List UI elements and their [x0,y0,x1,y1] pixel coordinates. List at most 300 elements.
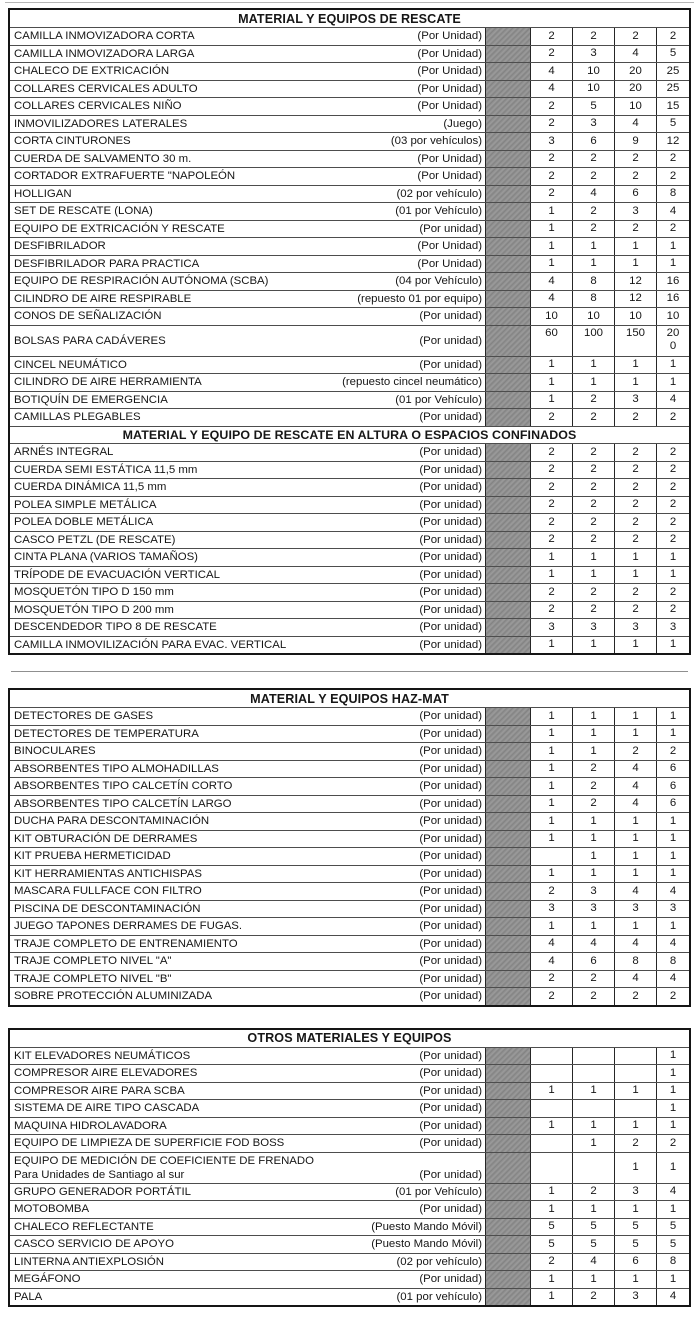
table-row [10,812,689,830]
item-name: SET DE RESCATE (LONA) [14,205,153,218]
item-name: PISCINA DE DESCONTAMINACIÓN [14,902,201,915]
table-row [10,830,689,848]
qty-cell: 1 [656,831,689,848]
item-unit: (Por unidad) [419,358,482,371]
table-material-equipos-rescate [8,8,691,655]
table-row [10,1134,689,1152]
qty-cell: 10 [656,308,689,325]
table-row [10,391,689,409]
item-unit: (02 por vehículo) [396,187,482,200]
item-unit: (Por unidad) [419,832,482,845]
item-text [14,568,482,582]
item-line [14,239,482,253]
item-line [14,1154,482,1168]
qty-cell: 1 [530,1201,572,1218]
shaded-cell [485,953,530,970]
qty-cell: 5 [530,1236,572,1253]
item-text [14,1290,482,1304]
item-name: CAMILLA INMOVIZADORA LARGA [14,47,195,60]
qty-cell: 5 [530,1219,572,1236]
table-row [10,167,689,185]
item-text [14,1185,482,1199]
shaded-cell [485,151,530,168]
shaded-cell [485,901,530,918]
qty-cell: 6 [656,778,689,795]
item-line [14,1084,482,1098]
item-name: TRAJE COMPLETO NIVEL "B" [14,972,172,985]
table-row [10,987,689,1005]
item-unit: (Por unidad) [419,310,482,323]
qty-cell: 150 [614,326,656,356]
item-cell [10,532,485,549]
item-name: POLEA DOBLE METÁLICA [14,516,154,529]
qty-cell: 3 [656,901,689,918]
shaded-cell [485,256,530,273]
table-row [10,290,689,308]
table-row [10,461,689,479]
shaded-cell [485,778,530,795]
qty-cell: 2 [530,1254,572,1271]
table-row [10,496,689,514]
item-text [14,239,482,253]
item-line [14,117,482,131]
item-unit: (Por Unidad) [417,47,482,60]
qty-cell: 2 [530,186,572,203]
section-header-row [10,426,689,444]
table-row [10,1288,689,1306]
qty-cell: 2 [656,602,689,619]
qty-cell: 1 [614,813,656,830]
item-text [14,47,482,61]
qty-cell: 2 [530,497,572,514]
qty-cell: 1 [530,357,572,374]
qty-cell: 1 [530,831,572,848]
qty-cell: 1 [572,374,614,391]
shaded-cell [485,1236,530,1253]
qty-cell: 2 [572,988,614,1005]
item-unit: (Por Unidad) [417,257,482,270]
item-line [14,779,482,793]
qty-cell: 2 [614,409,656,426]
item-line [14,515,482,529]
item-line [14,954,482,968]
item-cell [10,549,485,566]
qty-cell: 1 [656,866,689,883]
qty-cell: 4 [572,936,614,953]
item-line [14,1049,482,1063]
table-row [10,1152,689,1183]
qty-cell: 2 [614,221,656,238]
qty-cell: 1 [656,1065,689,1082]
item-name: TRAJE COMPLETO NIVEL "A" [14,955,172,968]
qty-cell: 2 [572,151,614,168]
item-unit: (Por Unidad) [417,65,482,78]
item-name: EQUIPO DE MEDICIÓN DE COEFICIENTE DE FRENADO [14,1154,314,1167]
qty-cell [530,1153,572,1183]
item-text [14,292,482,306]
qty-cell: 2 [572,203,614,220]
item-cell [10,708,485,725]
shaded-cell [485,308,530,325]
qty-cell: 2 [572,1184,614,1201]
qty-cell: 2 [530,883,572,900]
shaded-cell [485,326,530,356]
shaded-cell [485,1184,530,1201]
qty-cell: 2 [656,1135,689,1152]
qty-cell: 1 [530,549,572,566]
item-cell [10,273,485,290]
qty-cell: 1 [656,918,689,935]
qty-cell: 9 [614,133,656,150]
qty-cell: 4 [656,971,689,988]
qty-cell: 5 [656,46,689,63]
table-rows [10,1047,689,1306]
item-text [14,1154,482,1182]
item-unit: (Por unidad) [419,745,482,758]
item-line [14,727,482,741]
qty-cell: 1 [530,567,572,584]
item-unit: (04 por Vehículo) [395,275,482,288]
qty-cell: 2 [614,28,656,45]
shaded-cell [485,168,530,185]
qty-cell: 1 [656,1271,689,1288]
shaded-cell [485,619,530,636]
item-name: MOTOBOMBA [14,1203,90,1216]
qty-cell: 1 [572,256,614,273]
qty-cell: 6 [656,796,689,813]
qty-cell: 10 [614,308,656,325]
qty-cell: 4 [656,936,689,953]
item-cell [10,796,485,813]
table-gap [8,1007,691,1028]
qty-cell: 2 [530,116,572,133]
qty-cell: 8 [614,953,656,970]
qty-cell: 1 [614,637,656,654]
item-name: COMPRESOR AIRE PARA SCBA [14,1084,185,1097]
qty-cell: 1 [614,567,656,584]
item-unit: (Por unidad) [419,334,482,347]
item-unit: (repuesto 01 por equipo) [357,292,482,305]
qty-cell: 1 [530,778,572,795]
qty-cell: 200 [656,326,689,356]
item-name: KIT PRUEBA HERMETICIDAD [14,850,171,863]
qty-cell: 1 [572,743,614,760]
item-line [14,867,482,881]
shaded-cell [485,444,530,461]
qty-cell: 1 [656,357,689,374]
item-cell [10,98,485,115]
item-text [14,744,482,758]
qty-cell: 2 [614,988,656,1005]
item-name-line2: Para Unidades de Santiago al sur [14,1168,185,1181]
table-row [10,548,689,566]
table-row [10,636,689,654]
item-cell [10,409,485,426]
table-row [10,601,689,619]
qty-cell: 25 [656,63,689,80]
qty-cell: 1 [572,357,614,374]
qty-cell: 4 [530,273,572,290]
shaded-cell [485,567,530,584]
item-cell [10,1083,485,1100]
table-title: MATERIAL Y EQUIPOS DE RESCATE [238,11,461,26]
shaded-cell [485,514,530,531]
table-row [10,45,689,63]
qty-cell [614,1100,656,1117]
qty-cell: 20 [614,81,656,98]
item-unit: (Por unidad) [419,586,482,599]
table-row [10,307,689,325]
table-row [10,865,689,883]
qty-cell: 1 [614,1118,656,1135]
item-line [14,99,482,113]
qty-cell [530,1065,572,1082]
qty-cell: 1 [656,1201,689,1218]
item-name: EQUIPO DE RESPIRACIÓN AUTÓNOMA (SCBA) [14,275,269,288]
item-text [14,169,482,183]
table-title: OTROS MATERIALES Y EQUIPOS [247,1031,452,1045]
item-name: EQUIPO DE LIMPIEZA DE SUPERFICIE FOD BOSS [14,1137,285,1150]
item-line [14,814,482,828]
table-row [10,847,689,865]
item-unit: (01 por Vehículo) [395,205,482,218]
item-text [14,797,482,811]
shaded-cell [485,98,530,115]
item-text [14,550,482,564]
shaded-cell [485,63,530,80]
item-unit: (Por unidad) [419,1273,482,1286]
shaded-cell [485,1271,530,1288]
item-cell [10,1219,485,1236]
item-line [14,762,482,776]
item-text [14,832,482,846]
table-row [10,237,689,255]
item-line [14,463,482,477]
table-title-row [10,1030,689,1047]
item-text [14,334,482,348]
shaded-cell [485,1153,530,1183]
qty-cell: 4 [572,186,614,203]
item-line [14,1136,482,1150]
item-line [14,375,482,389]
shaded-cell [485,708,530,725]
item-cell [10,514,485,531]
item-text [14,187,482,201]
item-unit: (Por Unidad) [417,30,482,43]
item-line [14,1066,482,1080]
qty-cell: 1 [530,796,572,813]
item-unit: (Por unidad) [419,972,482,985]
shaded-cell [485,831,530,848]
item-line [14,152,482,166]
item-line [14,358,482,372]
qty-cell: 1 [656,374,689,391]
table-row [10,272,689,290]
item-text [14,972,482,986]
shaded-cell [485,813,530,830]
qty-cell: 2 [530,479,572,496]
item-name: COMPRESOR AIRE ELEVADORES [14,1067,198,1080]
tables-content [8,8,691,1307]
item-cell [10,936,485,953]
item-text [14,222,482,236]
table-row [10,62,689,80]
item-name: KIT OBTURACIÓN DE DERRAMES [14,832,198,845]
item-name: CORTADOR EXTRAFUERTE "NAPOLEÓN [14,170,236,183]
shaded-cell [485,291,530,308]
table-row [10,202,689,220]
item-unit: (Juego) [443,117,482,130]
qty-cell: 1 [530,1118,572,1135]
qty-cell: 1 [572,848,614,865]
shaded-cell [485,1065,530,1082]
qty-cell: 4 [530,63,572,80]
item-text [14,603,482,617]
shaded-cell [485,726,530,743]
item-text [14,375,482,389]
item-cell [10,619,485,636]
qty-cell: 1 [530,726,572,743]
qty-cell: 5 [656,116,689,133]
item-text [14,358,482,372]
item-cell [10,743,485,760]
qty-cell: 1 [572,831,614,848]
item-line [14,187,482,201]
item-unit: (Por Unidad) [417,82,482,95]
qty-cell: 1 [572,1118,614,1135]
item-cell [10,1065,485,1082]
item-unit: (Por unidad) [419,902,482,915]
item-cell [10,374,485,391]
item-name: MOSQUETÓN TIPO D 150 mm [14,586,174,599]
qty-cell: 2 [572,778,614,795]
qty-cell: 8 [656,186,689,203]
item-name: SISTEMA DE AIRE TIPO CASCADA [14,1102,200,1115]
qty-cell: 1 [530,918,572,935]
item-line [14,797,482,811]
qty-cell: 1 [530,708,572,725]
qty-cell: 4 [530,953,572,970]
item-line [14,334,482,348]
table-row [10,882,689,900]
qty-cell: 1 [614,256,656,273]
item-name: ABSORBENTES TIPO ALMOHADILLAS [14,762,219,775]
table-row [10,1082,689,1100]
item-line [14,274,482,288]
qty-cell: 2 [572,532,614,549]
shaded-cell [485,1083,530,1100]
shaded-cell [485,497,530,514]
qty-cell: 1 [614,848,656,865]
table-row [10,777,689,795]
qty-cell: 2 [656,444,689,461]
item-cell [10,46,485,63]
qty-cell: 4 [572,1254,614,1271]
item-cell [10,221,485,238]
qty-cell: 2 [572,168,614,185]
item-unit: (Por unidad) [419,1119,482,1132]
qty-cell: 4 [614,116,656,133]
qty-cell: 2 [614,497,656,514]
item-text [14,134,482,148]
qty-cell: 1 [572,1083,614,1100]
item-unit: (Por unidad) [419,710,482,723]
shaded-cell [485,186,530,203]
item-name: BOLSAS PARA CADÁVERES [14,334,166,347]
qty-cell: 4 [614,796,656,813]
qty-cell: 3 [614,901,656,918]
item-text [14,779,482,793]
qty-cell: 2 [530,462,572,479]
qty-cell [614,1048,656,1065]
qty-cell: 2 [530,28,572,45]
qty-cell [572,1065,614,1082]
qty-cell: 1 [572,567,614,584]
item-unit: (Por Unidad) [417,240,482,253]
qty-cell: 4 [530,291,572,308]
qty-cell: 2 [572,1289,614,1306]
shaded-cell [485,409,530,426]
item-cell [10,238,485,255]
qty-cell: 2 [530,988,572,1005]
item-unit: (Por unidad) [419,1067,482,1080]
table-row [10,27,689,45]
item-cell [10,151,485,168]
item-text [14,1272,482,1286]
qty-cell: 4 [614,971,656,988]
item-cell [10,866,485,883]
shaded-cell [485,1100,530,1117]
qty-cell: 2 [530,602,572,619]
qty-cell: 1 [530,238,572,255]
table-row [10,566,689,584]
shaded-cell [485,1135,530,1152]
qty-cell: 2 [614,479,656,496]
shaded-cell [485,392,530,409]
qty-cell: 6 [572,953,614,970]
item-line [14,1202,482,1216]
qty-cell: 1 [572,866,614,883]
item-line [14,832,482,846]
item-text [14,445,482,459]
item-cell [10,186,485,203]
qty-cell [530,848,572,865]
item-unit: (Por unidad) [419,885,482,898]
item-line [14,638,482,652]
item-line [14,309,482,323]
item-cell [10,953,485,970]
qty-cell: 3 [614,392,656,409]
qty-cell: 1 [572,1201,614,1218]
qty-cell: 1 [656,1048,689,1065]
table-row [10,1218,689,1236]
qty-cell: 1 [572,1271,614,1288]
item-unit: (Por unidad) [419,797,482,810]
qty-cell: 1 [530,813,572,830]
table-row [10,185,689,203]
item-cell [10,462,485,479]
item-text [14,463,482,477]
table-rows [10,707,689,1005]
item-line [14,533,482,547]
item-unit: (Por unidad) [419,568,482,581]
item-line [14,169,482,183]
table-row [10,408,689,426]
item-name: KIT HERRAMIENTAS ANTICHISPAS [14,867,202,880]
qty-cell: 8 [572,291,614,308]
item-cell [10,1100,485,1117]
qty-cell: 5 [656,1219,689,1236]
